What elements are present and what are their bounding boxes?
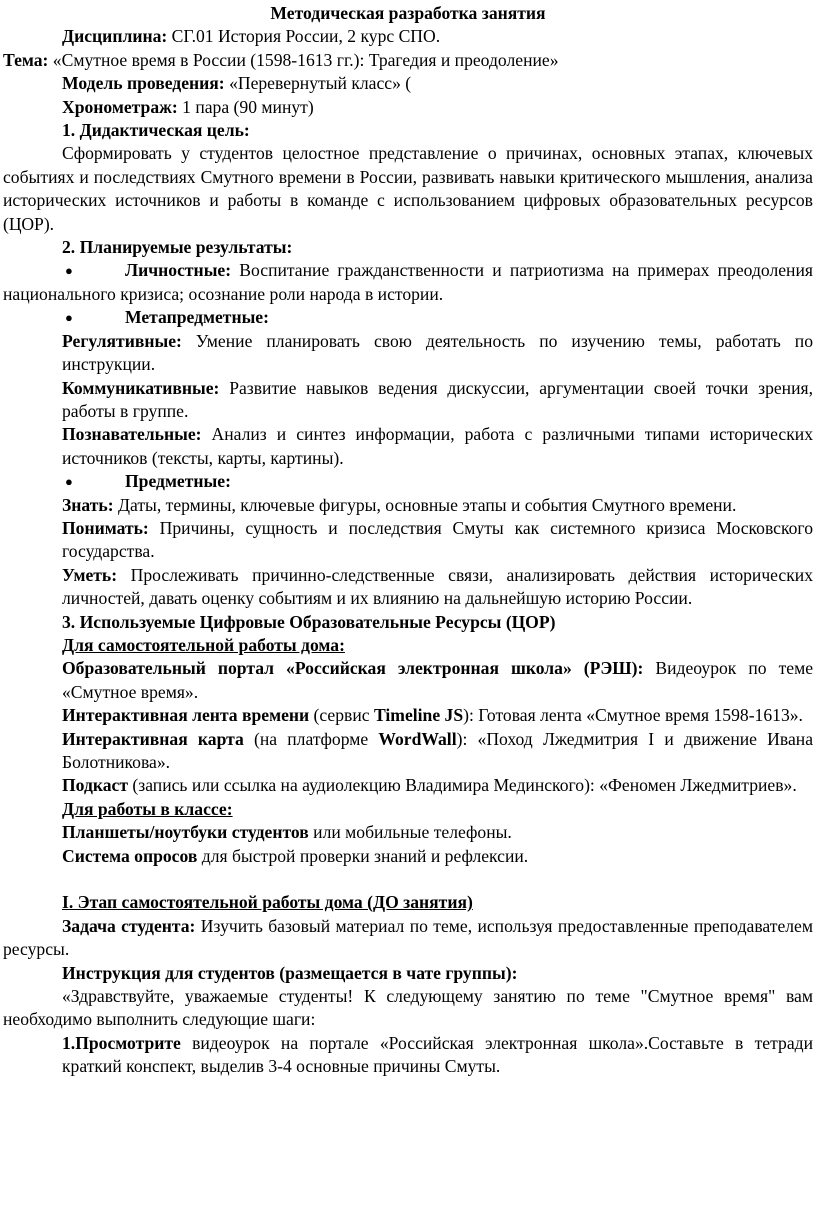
timeline-resource: Интерактивная лента времени (сервис Timeline JS): Готовая лента «Смутное время 1598-1613». <box>62 705 803 726</box>
podcast-resource: Подкаст (запись или ссылка на аудиолекцию Владимира Мединского): «Феномен Лжедмитриев». <box>62 775 797 796</box>
model-line: Модель проведения: «Перевернутый класс» ( <box>62 73 412 94</box>
map-resource: Интерактивная карта (на платформе WordWall): «Поход Лжедмитрия I и движение Ивана Болотникова». <box>62 728 813 772</box>
section-3-heading: 3. Используемые Цифровые Образовательные Ресурсы (ЦОР) <box>62 611 556 632</box>
didactic-goal-text: Сформировать у студентов целостное представление о причинах, основных этапах, ключевых событиях и последствиях Смутного времени в России, развивать навыки критического мышления, анализа исторических источников и работы в команде с использованием цифровых образовательных ресурсов (ЦОР). <box>3 143 813 234</box>
bullet-icon: ● <box>65 474 73 490</box>
cognitive-item: Познавательные: Анализ и синтез информации, работа с различными типами исторических источников (тексты, карты, картины). <box>62 424 813 468</box>
discipline-line: Дисциплина: СГ.01 История России, 2 курс СПО. <box>62 26 441 47</box>
section-1-heading: 1. Дидактическая цель: <box>62 120 250 141</box>
stage-1-heading: I. Этап самостоятельной работы дома (ДО занятия) <box>62 892 473 913</box>
class-work-subheading: Для работы в классе: <box>62 798 233 819</box>
subject-results-item: ● Предметные: <box>3 470 813 493</box>
instruction-greeting: «Здравствуйте, уважаемые студенты! К следующему занятию по теме "Смутное время" вам необходимо выполнить следующие шаги: <box>3 986 813 1030</box>
section-2-heading: 2. Планируемые результаты: <box>62 237 293 258</box>
instruction-step-1: 1.Просмотрите видеоурок на портале «Российская электронная школа».Составьте в тетради краткий конспект, выделив 3-4 основные причины Смуты. <box>62 1032 813 1077</box>
communicative-item: Коммуникативные: Развитие навыков ведения дискуссии, аргументации своей точки зрения, работы в группе. <box>62 377 813 421</box>
timing-line: Хронометраж: 1 пара (90 минут) <box>62 96 314 117</box>
resh-resource: Образовательный портал «Российская электронная школа» (РЭШ): Видеоурок по теме «Смутное время». <box>62 658 814 702</box>
blank-line <box>3 868 813 891</box>
able-item: Уметь: Прослеживать причинно-следственные связи, анализировать действия исторических личностей, давать оценку событиям и их влиянию на дальнейшую историю России. <box>62 564 813 609</box>
meta-results-item: ● Метапредметные: <box>3 306 813 329</box>
understand-item: Понимать: Причины, сущность и последствия Смуты как системного кризиса Московского государства. <box>62 517 813 562</box>
regulative-item: Регулятивные: Умение планировать свою деятельность по изучению темы, работать по инструкции. <box>62 330 813 375</box>
home-work-subheading: Для самостоятельной работы дома: <box>62 634 345 655</box>
personal-results-item: ● Личностные: Воспитание гражданственности и патриотизма на примерах преодоления национального кризиса; осознание роли народа в истории. <box>3 260 813 304</box>
instruction-heading: Инструкция для студентов (размещается в чате группы): <box>62 962 518 983</box>
bullet-icon: ● <box>65 263 73 279</box>
know-item: Знать: Даты, термины, ключевые фигуры, основные этапы и события Смутного времени. <box>62 494 737 515</box>
tablets-resource: Планшеты/ноутбуки студентов или мобильные телефоны. <box>62 822 512 843</box>
polls-resource: Система опросов для быстрой проверки знаний и рефлексии. <box>62 845 529 866</box>
bullet-icon: ● <box>65 310 73 326</box>
document-title: Методическая разработка занятия <box>270 3 546 23</box>
student-task: Задача студента: Изучить базовый материал по теме, используя предоставленные преподавателем ресурсы. <box>3 915 813 960</box>
topic-line: Тема: «Смутное время в России (1598-1613 гг.): Трагедия и преодоление» <box>3 49 559 70</box>
